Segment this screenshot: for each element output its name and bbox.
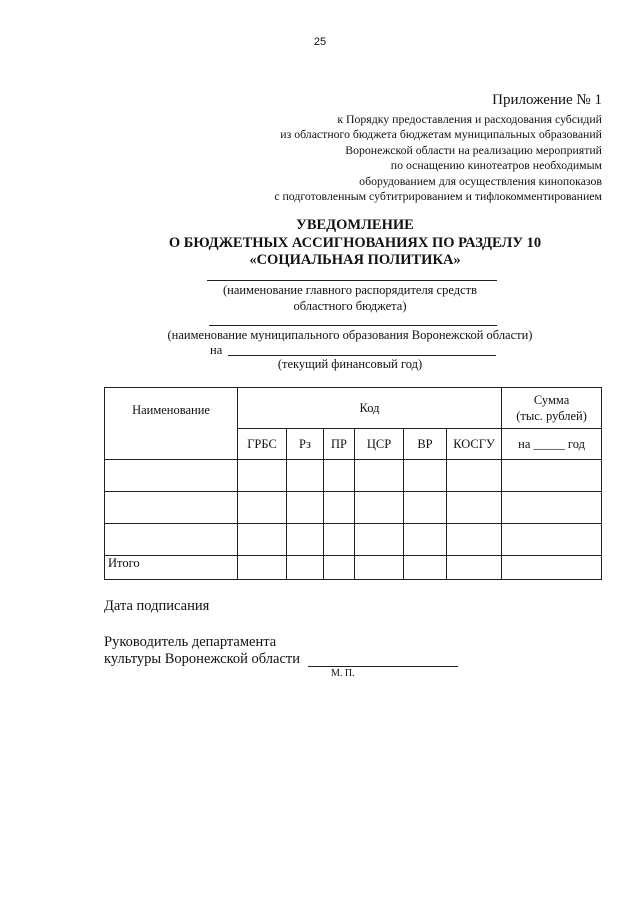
table-total-row — [105, 556, 602, 580]
total-label: Итого — [105, 556, 238, 580]
appendix-description — [162, 112, 602, 204]
table-cell[interactable] — [287, 460, 324, 492]
table-cell[interactable] — [502, 492, 602, 524]
year-prefix-label: на — [210, 343, 223, 357]
table-cell[interactable] — [355, 460, 404, 492]
table-row — [105, 492, 602, 524]
table-cell[interactable] — [105, 524, 238, 556]
appendix-line: Воронежской области на реализацию мероприятий — [345, 142, 602, 157]
appendix-line: с подготовленным субтитрированием и тифлокомментированием — [274, 189, 602, 204]
signing-date-label: Дата подписания — [104, 598, 210, 614]
subheader-kosgu: КОСГУ — [447, 429, 502, 460]
table-row — [105, 460, 602, 492]
table-cell[interactable] — [447, 556, 502, 580]
subheader-rz: Рз — [287, 429, 324, 460]
distributor-caption-line2: областного бюджета) — [293, 299, 407, 313]
table-cell[interactable] — [238, 524, 287, 556]
municipality-caption: (наименование муниципального образования Воронежской области) — [167, 328, 533, 342]
subheader-year: на _____ год — [502, 429, 602, 460]
table-cell[interactable] — [238, 460, 287, 492]
table-cell[interactable] — [447, 524, 502, 556]
table-cell[interactable] — [355, 556, 404, 580]
header-sum-line2: (тыс. рублей) — [516, 409, 587, 423]
table-cell[interactable] — [105, 460, 238, 492]
subheader-pr: ПР — [324, 429, 355, 460]
signature-line[interactable] — [308, 666, 458, 667]
table-cell[interactable] — [404, 492, 447, 524]
appendix-line: к Порядку предоставления и расходования субсидий — [337, 112, 602, 126]
appendix-line: по оснащению кинотеатров необходимым — [390, 158, 602, 173]
table-cell[interactable] — [287, 492, 324, 524]
table-cell[interactable] — [324, 556, 355, 580]
table-cell[interactable] — [447, 492, 502, 524]
department-head-label: Руководитель департамента — [104, 634, 277, 650]
subheader-vr: ВР — [404, 429, 447, 460]
table-cell[interactable] — [287, 524, 324, 556]
table-cell[interactable] — [324, 492, 355, 524]
table-cell[interactable] — [502, 460, 602, 492]
table-cell[interactable] — [355, 524, 404, 556]
table-cell[interactable] — [502, 556, 602, 580]
header-sum — [502, 388, 602, 429]
table-cell[interactable] — [404, 524, 447, 556]
table-cell[interactable] — [324, 524, 355, 556]
distributor-caption-line1: (наименование главного распорядителя средств — [222, 283, 478, 297]
table-cell[interactable] — [238, 556, 287, 580]
table-cell[interactable] — [502, 524, 602, 556]
table-cell[interactable] — [404, 556, 447, 580]
table-cell[interactable] — [287, 556, 324, 580]
table-cell[interactable] — [105, 492, 238, 524]
stamp-placeholder: М. П. — [331, 668, 355, 679]
table-cell[interactable] — [238, 492, 287, 524]
heading-line: О БЮДЖЕТНЫХ АССИГНОВАНИЯХ ПО РАЗДЕЛУ 10 — [168, 234, 542, 251]
header-name: Наименование — [105, 388, 238, 460]
table-cell[interactable] — [404, 460, 447, 492]
table-cell[interactable] — [355, 492, 404, 524]
year-caption: (текущий финансовый год) — [277, 357, 423, 371]
table-header-row — [105, 388, 602, 429]
table-row — [105, 524, 602, 556]
year-fill-line[interactable] — [228, 355, 496, 356]
budget-table — [104, 387, 602, 580]
heading-line: «СОЦИАЛЬНАЯ ПОЛИТИКА» — [249, 252, 461, 268]
department-name-label: культуры Воронежской области — [104, 651, 300, 667]
appendix-title: Приложение № 1 — [492, 92, 602, 108]
page-number: 25 — [313, 36, 327, 48]
header-sum-line1: Сумма — [533, 393, 570, 407]
heading-line: УВЕДОМЛЕНИЕ — [296, 217, 414, 233]
table-cell[interactable] — [447, 460, 502, 492]
header-code: Код — [238, 388, 502, 429]
table-cell[interactable] — [324, 460, 355, 492]
subheader-csr: ЦСР — [355, 429, 404, 460]
subheader-grbs: ГРБС — [238, 429, 287, 460]
municipality-fill-line[interactable] — [209, 325, 497, 326]
appendix-line: из областного бюджета бюджетам муниципальных образований — [280, 127, 602, 142]
distributor-fill-line[interactable] — [207, 280, 497, 281]
document-heading — [0, 217, 640, 270]
appendix-line: оборудованием для осуществления кинопоказов — [359, 173, 602, 188]
